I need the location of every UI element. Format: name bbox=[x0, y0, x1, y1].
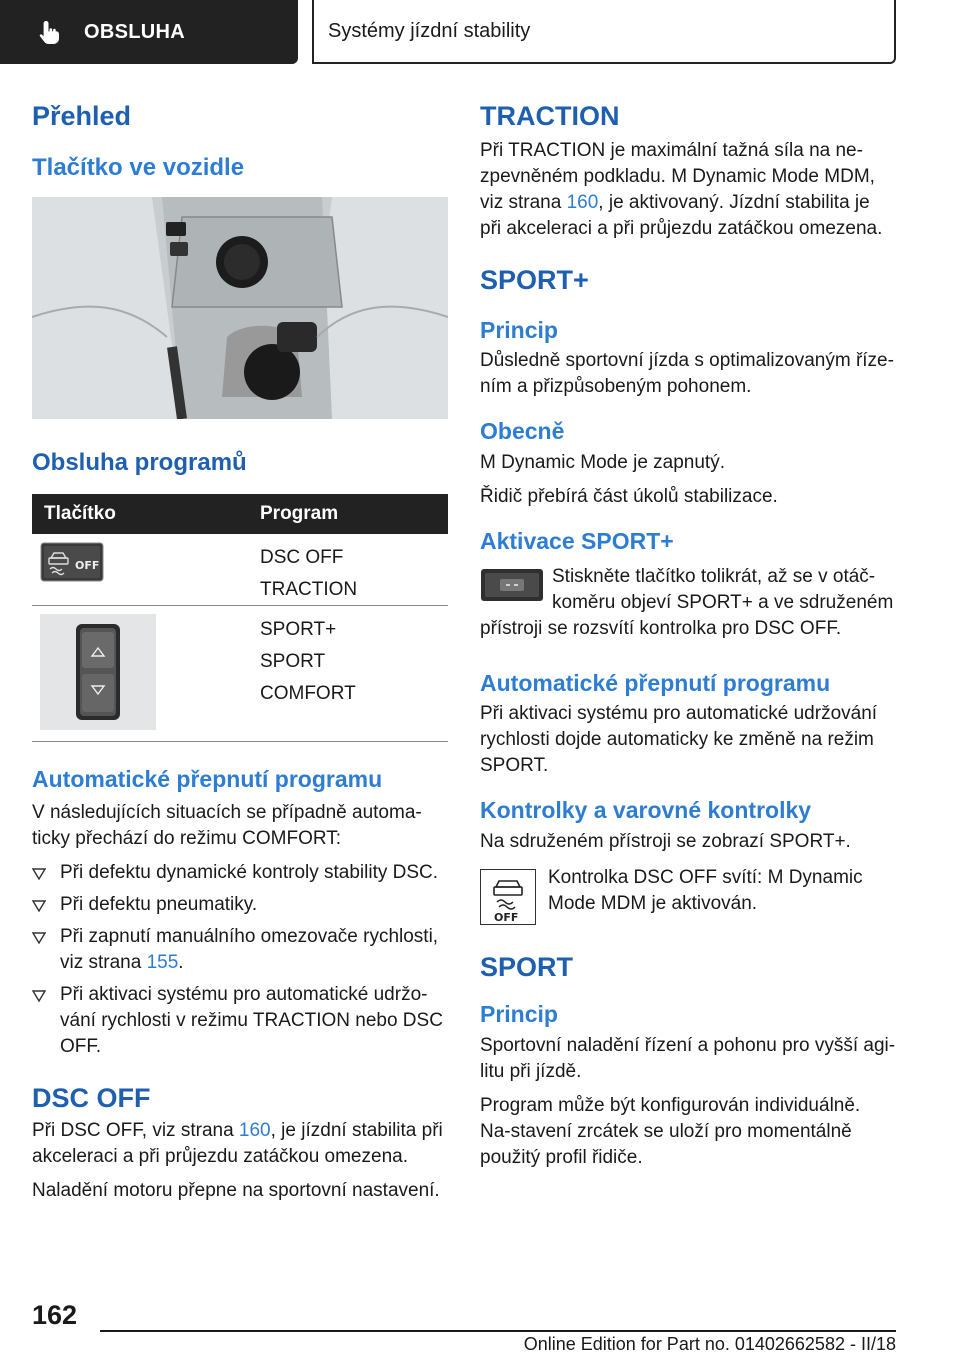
dsc-off-engine-text: Naladění motoru přepne na sportovní nastavení. bbox=[32, 1179, 440, 1201]
triangle-bullet-icon bbox=[32, 900, 46, 912]
auto-switch-text: V následujících situacích se případně automa-ticky přechází do režimu COMFORT: bbox=[32, 801, 422, 849]
sport-config-text: Program může být konfigurován individuálně. Na-stavení zrcátek se uloží pro momentálně použitý profil řidiče. bbox=[480, 1094, 861, 1168]
right-auto-switch-text: Při aktivaci systému pro automatické udržování rychlosti dojde automaticky ke změně na režim SPORT. bbox=[480, 703, 878, 777]
center-console-photo bbox=[32, 197, 448, 419]
right-column bbox=[480, 100, 896, 1171]
program-operation-heading: Obsluha programů bbox=[32, 449, 247, 477]
program-sport: SPORT bbox=[260, 650, 326, 672]
page-link-160[interactable]: 160 bbox=[566, 192, 599, 214]
general-text-1: M Dynamic Mode je zapnutý. bbox=[480, 451, 725, 473]
program-cell bbox=[260, 534, 357, 605]
column-header-button: Tlačítko bbox=[44, 502, 116, 524]
chapter-header bbox=[312, 0, 896, 64]
dsc-off-button-icon bbox=[40, 542, 104, 582]
auto-switch-heading: Automatické přepnutí programu bbox=[32, 765, 383, 792]
indicator-lights-heading: Kontrolky a varovné kontrolky bbox=[480, 797, 812, 824]
list-item: Při defektu dynamické kontroly stability DSC. bbox=[32, 860, 448, 886]
indicator-lights-text: Na sdruženém přístroji se zobrazí SPORT+. bbox=[480, 830, 851, 852]
table-header bbox=[32, 494, 448, 534]
program-sport-plus: SPORT+ bbox=[260, 618, 337, 640]
sport-principle-heading: Princip bbox=[480, 1001, 558, 1028]
table-row bbox=[32, 606, 448, 742]
page-link-155[interactable]: 155 bbox=[146, 951, 179, 973]
column-header-program: Program bbox=[260, 502, 339, 524]
center-console-illustration bbox=[32, 197, 448, 419]
activation-heading: Aktivace SPORT+ bbox=[480, 527, 674, 554]
overview-heading: Přehled bbox=[32, 101, 132, 131]
indicator-note-text: Kontrolka DSC OFF svítí: M Dynamic Mode MDM je aktivován. bbox=[548, 866, 863, 914]
right-auto-switch-heading: Automatické přepnutí programu bbox=[480, 669, 831, 696]
general-heading: Obecně bbox=[480, 418, 565, 445]
triangle-bullet-icon bbox=[32, 932, 46, 944]
list-item: Při zapnutí manuálního omezovače rychlosti, viz strana 155. bbox=[32, 924, 448, 976]
off-label: OFF bbox=[75, 558, 100, 572]
mode-button-icon bbox=[480, 568, 544, 602]
section-tab bbox=[0, 0, 298, 64]
situation-list bbox=[32, 860, 448, 1060]
triangle-bullet-icon bbox=[32, 868, 46, 880]
general-text-2: Řidič přebírá část úkolů stabilizace. bbox=[480, 485, 778, 507]
table-row bbox=[32, 534, 448, 606]
program-cell bbox=[260, 606, 356, 741]
button-cell bbox=[32, 534, 260, 605]
footer-rule bbox=[100, 1330, 896, 1332]
traction-heading: TRACTION bbox=[480, 101, 620, 131]
activation-block bbox=[480, 564, 896, 642]
pointing-hand-icon bbox=[36, 18, 64, 46]
mode-rocker-switch-icon bbox=[40, 614, 156, 730]
sport-heading: SPORT bbox=[480, 951, 574, 982]
page-number: 162 bbox=[32, 1300, 78, 1330]
sport-principle-text: Sportovní naladění řízení a pohonu pro vyšší agi-litu při jízdě. bbox=[480, 1034, 896, 1082]
svg-text:OFF: OFF bbox=[494, 910, 519, 924]
section-label: OBSLUHA bbox=[84, 20, 185, 43]
activation-text: Stiskněte tlačítko tolikrát, až se v otáč-koměru objeví SPORT+ a ve sdruženém přístroji se rozsvítí kontrolka pro DSC OFF. bbox=[480, 565, 894, 639]
program-comfort: COMFORT bbox=[260, 682, 356, 704]
program-traction: TRACTION bbox=[260, 578, 358, 600]
program-dsc-off: DSC OFF bbox=[260, 546, 344, 568]
button-cell bbox=[32, 606, 260, 741]
program-table bbox=[32, 494, 448, 742]
triangle-bullet-icon bbox=[32, 990, 46, 1002]
indicator-note bbox=[480, 865, 896, 925]
principle-text: Důsledně sportovní jízda s optimalizovaným říze-ním a přizpůsobeným pohonem. bbox=[480, 350, 894, 398]
list-item: Při defektu pneumatiky. bbox=[32, 892, 448, 918]
left-column bbox=[32, 100, 448, 1204]
page-link-160[interactable]: 160 bbox=[238, 1119, 271, 1141]
sport-plus-heading: SPORT+ bbox=[480, 265, 589, 296]
dsc-off-indicator-icon bbox=[480, 869, 536, 925]
dsc-off-heading: DSC OFF bbox=[32, 1082, 151, 1113]
list-item: Při aktivaci systému pro automatické udržo-vání rychlosti v režimu TRACTION nebo DSC OFF. bbox=[32, 982, 448, 1060]
chapter-title: Systémy jízdní stability bbox=[328, 19, 531, 42]
dsc-off-text: Při DSC OFF, viz strana 160, je jízdní stabilita při akceleraci a při průjezdu zatáčkou omezena. bbox=[32, 1119, 443, 1167]
footer-edition: Online Edition for Part no. 01402662582 - II/18 bbox=[523, 1334, 896, 1354]
button-in-vehicle-heading: Tlačítko ve vozidle bbox=[32, 154, 245, 182]
traction-text: Při TRACTION je maximální tažná síla na ne-zpevněném podkladu. M Dynamic Mode MDM, viz strana 160, je aktivovaný. Jízdní stabilita je při akceleraci a při průjezdu zatáčkou omezena. bbox=[480, 140, 883, 240]
principle-heading: Princip bbox=[480, 316, 558, 343]
